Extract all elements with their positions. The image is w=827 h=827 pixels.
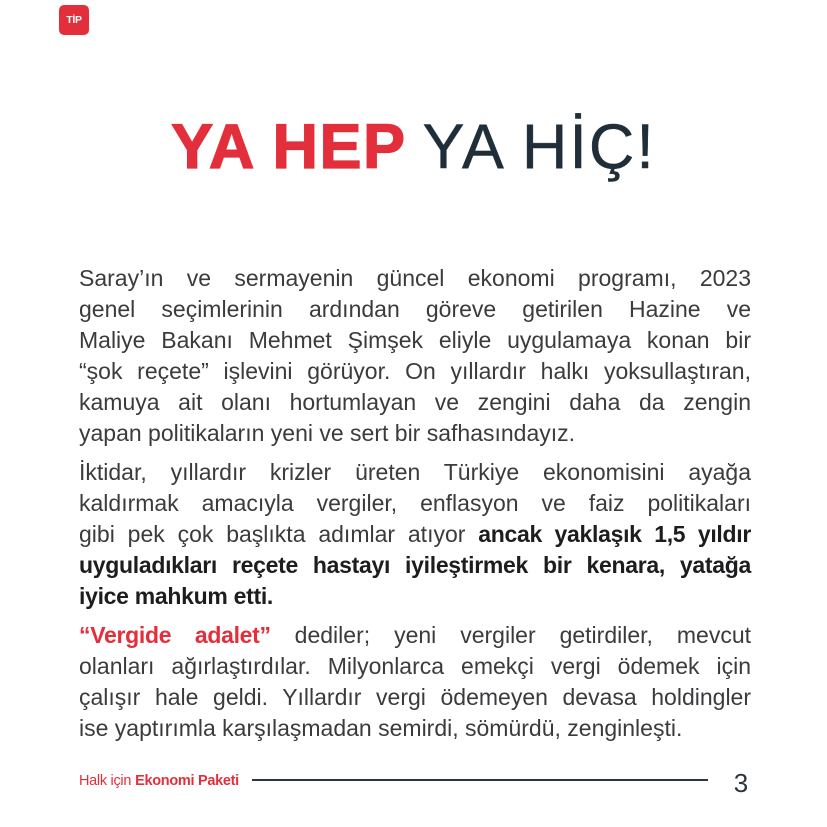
text-line xyxy=(79,519,751,550)
text-segment: gibi pek çok başlıkta adımlar atıyor xyxy=(79,521,479,547)
text-line xyxy=(79,325,751,356)
text-segment: iyice mahkum etti. xyxy=(79,583,274,609)
text-line xyxy=(79,713,751,744)
text-segment: Saray’ın ve sermayenin güncel ekonomi programı, 2023 xyxy=(79,265,751,291)
paragraph xyxy=(79,620,751,744)
text-line xyxy=(79,457,751,488)
text-line xyxy=(79,682,751,713)
text-segment: ancak yaklaşık 1,5 yıldır xyxy=(478,521,751,547)
text-line xyxy=(79,620,751,651)
text-line xyxy=(79,488,751,519)
text-line xyxy=(79,651,751,682)
text-segment: dediler; yeni vergiler getirdiler, mevcut xyxy=(270,622,751,648)
page-title xyxy=(0,112,827,182)
title-rest: YA HİÇ! xyxy=(422,112,656,182)
footer-brand-regular: Halk için xyxy=(79,773,132,789)
text-line xyxy=(79,263,751,294)
text-line xyxy=(79,418,751,449)
text-segment: çalışır hale geldi. Yıllardır vergi ödemeyen devasa holdingler xyxy=(79,684,751,710)
title-accent: YA HEP xyxy=(171,112,407,182)
text-segment: genel seçimlerinin ardından göreve getirilen Hazine ve xyxy=(79,296,751,322)
text-segment: “Vergide adalet” xyxy=(79,622,271,648)
paragraph xyxy=(79,263,751,449)
text-segment: ise yaptırımla karşılaşmadan semirdi, sömürdü, zenginleşti. xyxy=(79,715,683,741)
text-segment: yapan politikaların yeni ve sert bir safhasındayız. xyxy=(79,420,576,446)
text-line xyxy=(79,294,751,325)
text-line xyxy=(79,550,751,581)
text-segment: Maliye Bakanı Mehmet Şimşek eliyle uygulamaya konan bir xyxy=(79,327,751,353)
page-number: 3 xyxy=(733,768,749,798)
text-line xyxy=(79,387,751,418)
text-segment: “şok reçete” işlevini görüyor. On yıllardır halkı yoksullaştıran, xyxy=(79,358,751,384)
text-segment: kaldırmak amacıyla vergiler, enflasyon ve faiz politikaları xyxy=(79,490,751,516)
paragraph xyxy=(79,457,751,612)
party-logo xyxy=(59,5,89,35)
text-segment: uyguladıkları reçete hastayı iyileştirmek bir kenara, yatağa xyxy=(79,552,751,578)
text-segment: İktidar, yıllardır krizler üreten Türkiye ekonomisini ayağa xyxy=(79,459,751,485)
text-line xyxy=(79,581,751,612)
footer-divider xyxy=(252,779,708,781)
footer-brand-bold: Ekonomi Paketi xyxy=(135,773,239,789)
text-segment: kamuya ait olanı hortumlayan ve zengini daha da zengin xyxy=(79,389,751,415)
text-segment: olanları ağırlaştırdılar. Milyonlarca emekçi vergi ödemek için xyxy=(79,653,751,679)
text-line xyxy=(79,356,751,387)
body-text xyxy=(79,263,751,744)
footer-brand xyxy=(79,773,239,789)
party-logo-text: TİP xyxy=(66,13,82,26)
